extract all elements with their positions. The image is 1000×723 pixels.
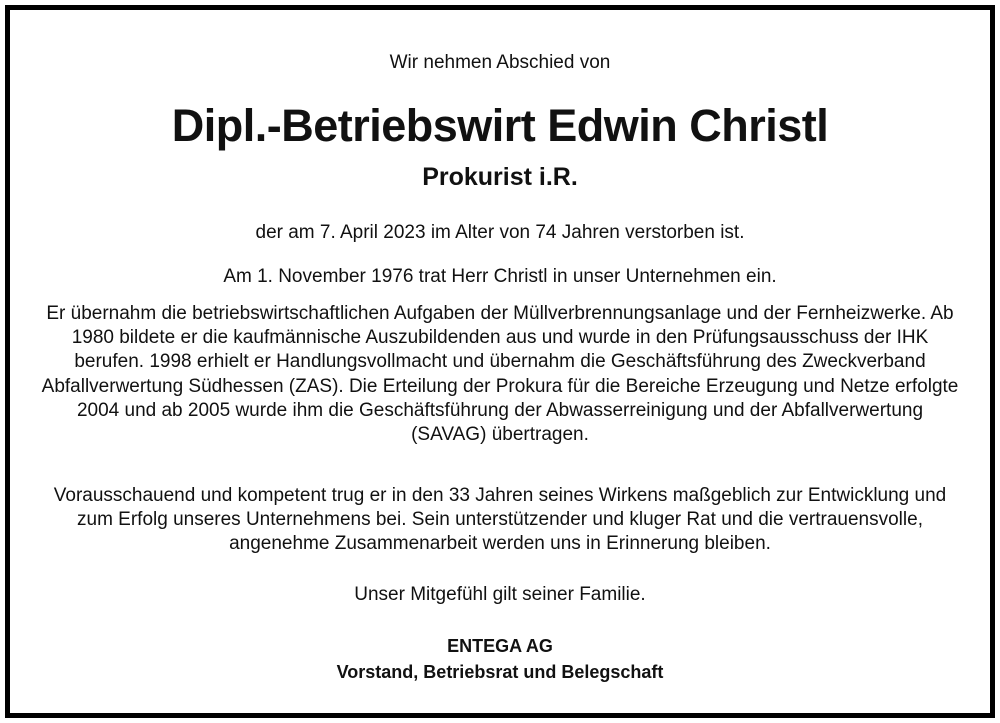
obituary-notice-frame (5, 5, 995, 718)
deceased-name: Dipl.-Betriebswirt Edwin Christl (171, 100, 829, 151)
company-group: Vorstand, Betriebsrat und Belegschaft (336, 662, 664, 682)
company-name: ENTEGA AG (447, 636, 553, 656)
obituary-notice-content (10, 10, 990, 713)
death-date-text: der am 7. April 2023 im Alter von 74 Jahren verstorben ist. (255, 222, 745, 243)
company-entry-text: Am 1. November 1976 trat Herr Christl in unser Unternehmen ein. (223, 266, 777, 287)
tribute-paragraph: Vorausschauend und kompetent trug er in den 33 Jahren seines Wirkens maßgeblich zur Entwicklung und zum Erfolg unseres Unternehmens bei. Sein unterstützender und kluger Rat und die vertrauensvolle, angenehme Zusammenarbeit werden uns in Erinnerung bleiben. (53, 485, 947, 555)
farewell-intro: Wir nehmen Abschied von (389, 52, 611, 73)
sympathy-text: Unser Mitgefühl gilt seiner Familie. (354, 584, 646, 605)
career-paragraph: Er übernahm die betriebswirtschaftlichen Aufgaben der Müllverbrennungsanlage und der Fernheizwerke. Ab 1980 bildete er die kaufmännische Auszubildenden aus und wurde in den Prüfungsausschuss der IHK berufen. 1998 erhielt er Handlungsvollmacht und übernahm die Geschäftsführung des Zweckverband Abfallverwertung Südhessen (ZAS). Die Erteilung der Prokura für die Bereiche Erzeugung und Netze erfolgte 2004 und ab 2005 wurde ihm die Geschäftsführung der Abwasserreinigung und der Abfallverwertung (SAVAG) übertragen. (41, 303, 959, 446)
deceased-title: Prokurist i.R. (422, 163, 578, 191)
